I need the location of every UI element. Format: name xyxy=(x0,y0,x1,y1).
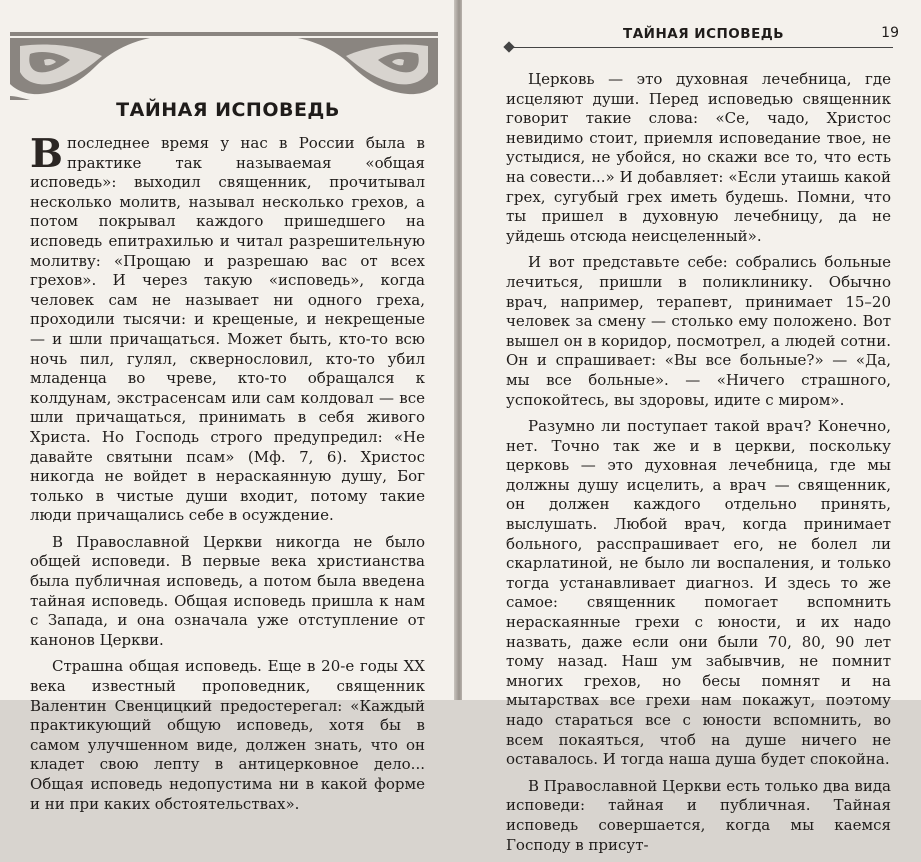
running-head xyxy=(505,25,899,53)
ornamental-header-icon xyxy=(10,32,438,100)
drop-cap: В xyxy=(30,131,63,177)
paragraph: В Православной Церкви есть только два вида исповеди: тайная и публичная. Тайная исповедь совершается, когда мы каемся Господу в присут- xyxy=(506,776,891,854)
running-head-rule xyxy=(505,47,893,48)
paragraph: Страшна общая исповедь. Еще в 20-е годы XX века известный проповедник, священник Валентин Свенцицкий предостерегал: «Каждый практикующий общую исповедь, хотя бы в самом улучшенном виде, должен знать, что он кладет свою лепту в антицерковное дело... Общая исповедь недопустима ни в какой форме и ни при каких обстоятельствах». xyxy=(30,657,425,813)
chapter-title: ТАЙНАЯ ИСПОВЕДЬ xyxy=(116,99,340,121)
page-number: 19 xyxy=(881,25,899,41)
paragraph: И вот представьте себе: собрались больные лечиться, пришли в поликлинику. Обычно врач, например, терапевт, принимает 15–20 человек за смену — столько ему положено. Вот вышел он в коридор, посмотрел, а людей сотни. Он и спрашивает: «Вы все больные?» — «Да, мы все больные». — «Ничего страшного, успокойтесь, вы здоровы, идите с миром». xyxy=(506,253,891,409)
left-page xyxy=(0,0,456,813)
left-body-text xyxy=(30,131,425,821)
paragraph-text: последнее время у нас в России была в практике так называемая «общая исповедь»: выходил священник, прочитывал несколько молитв, называл несколько грехов, а потом покрывал каждого пришедшего на исповедь епитрахилью и читал разрешительную молитву: «Прощаю и разрешаю вас от всех грехов». И через такую «исповедь», когда человек сам не называет ни одного греха, проходили тысячи: и крещеные, и некрещеные — и шли причащаться. Может быть, кто-то всю ночь пил, гулял, сквернословил, кто-то убил младенца во чреве, кто-то обращался к колдунам, экстрасенсам или сам колдовал — все шли причащаться, принимать в себя живого Христа. Но Господь строго предупредил: «Не давайте святыни псам» (Мф. 7, 6). Христос никогда не войдет в нераскаянную душу, Бог только в чистые души входит, потому такие люди причащались себе в осуждение. xyxy=(30,134,425,525)
paragraph xyxy=(30,131,425,526)
diamond-ornament-icon xyxy=(503,41,514,52)
paragraph: Церковь — это духовная лечебница, где исцеляют души. Перед исповедью священник говорит такие слова: «Се, чадо, Христос невидимо стоит, приемля исповедание твое, не устыдися, не убойся, но скажи все то, что есть на совести...» И добавляет: «Если утаишь какой грех, сугубый грех иметь будешь. Помни, что ты пришел в духовную лечебницу, да не уйдешь отсюда неисцеленный». xyxy=(506,70,891,245)
running-head-title: ТАЙНАЯ ИСПОВЕДЬ xyxy=(615,26,792,42)
paragraph: Разумно ли поступает такой врач? Конечно, нет. Точно так же и в церкви, поскольку церковь — это духовная лечебница, где мы должны душу исцелить, а врач — священник, он должен каждого отдельно принять, выслушать. Любой врач, когда принимает больного, расспрашивает его, не болел ли скарлатиной, не было ли воспаления, и только тогда устанавливает диагноз. И здесь то же самое: священник помогает вспомнить нераскаянные грехи с юности, и их надо назвать, даже если они были 70, 80, 90 лет тому назад. Наш ум забывчив, не помнит многих грехов, но бесы помнят и на мытарствах все грехи нам покажут, поэтому надо стараться все с юности вспомнить, во всем покаяться, чтоб на душе ничего не оставалось. И тогда наша душа будет спокойна. xyxy=(506,417,891,769)
paragraph: В Православной Церкви никогда не было общей исповеди. В первые века христианства была публичная исповедь, а потом была введена тайная исповедь. Общая исповедь пришла к нам с Запада, и она означала уже отступление от канонов Церкви. xyxy=(30,532,425,649)
right-body-text xyxy=(506,70,891,862)
